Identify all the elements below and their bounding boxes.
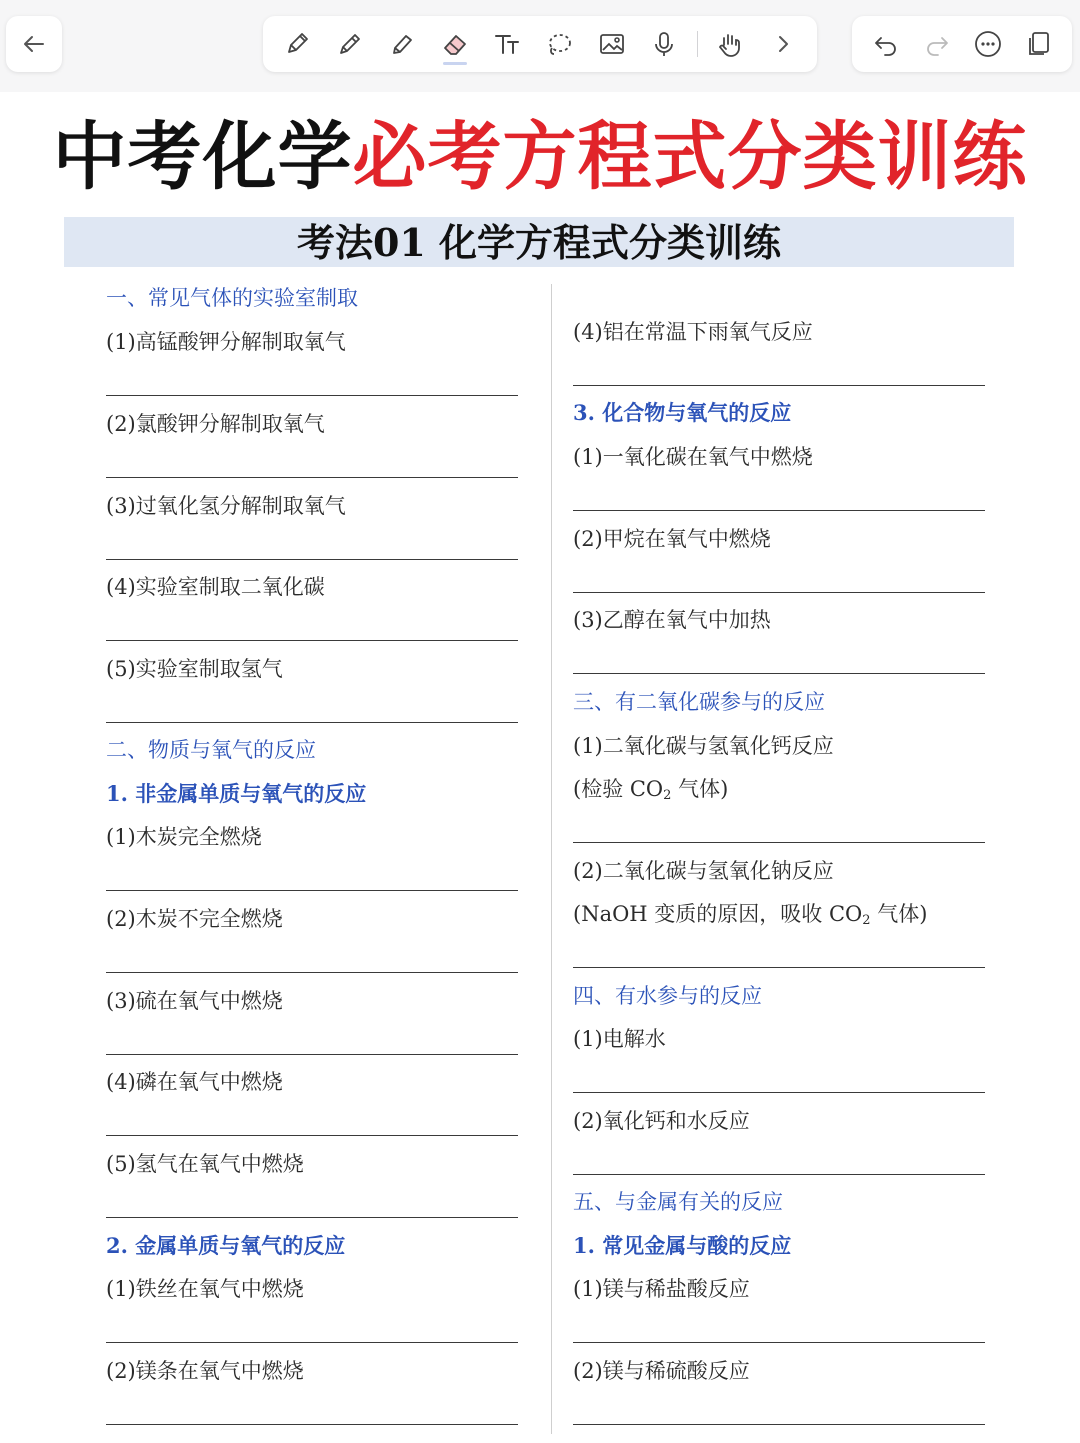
subsection-heading: 1. 非金属单质与氧气的反应 (106, 781, 367, 806)
answer-line[interactable] (573, 592, 985, 593)
section-heading: 一、常见气体的实验室制取 (106, 286, 358, 310)
exercise-prompt: (1)铁丝在氧气中燃烧 (106, 1277, 304, 1301)
eraser-tool-button[interactable] (435, 24, 475, 64)
image-icon (597, 29, 627, 59)
answer-line[interactable] (573, 1092, 985, 1093)
pen-tool-button[interactable] (277, 24, 317, 64)
chevron-right-icon (768, 29, 798, 59)
answer-line[interactable] (573, 1342, 985, 1343)
exercise-prompt: (1)电解水 (573, 1027, 666, 1051)
text-icon (492, 29, 522, 59)
exercise-prompt: (1)二氧化碳与氢氧化钙反应 (573, 734, 834, 758)
answer-line[interactable] (106, 722, 518, 723)
answer-line[interactable] (573, 1424, 985, 1425)
text-tool-button[interactable] (487, 24, 527, 64)
exercise-note (573, 900, 927, 928)
exercise-prompt: (3)硫在氧气中燃烧 (106, 989, 283, 1013)
section-heading: 三、有二氧化碳参与的反应 (573, 690, 825, 714)
column-divider (551, 284, 552, 1434)
eraser-icon (440, 29, 470, 59)
exercise-prompt: (4)实验室制取二氧化碳 (106, 575, 325, 599)
subsection-heading: 3. 化合物与氧气的反应 (573, 400, 792, 425)
subsection-heading: 1. 常见金属与酸的反应 (573, 1233, 792, 1258)
exercise-note (573, 775, 728, 803)
exercise-prompt: (2)氧化钙和水反应 (573, 1109, 750, 1133)
answer-line[interactable] (573, 510, 985, 511)
tool-palette (263, 16, 817, 72)
title-red-part: 必考方程式分类训练 (352, 114, 1028, 200)
title-black-part: 中考化学 (52, 114, 353, 200)
subscript: 2 (862, 913, 871, 928)
section-heading: 四、有水参与的反应 (573, 984, 762, 1008)
exercise-prompt: (2)镁与稀硫酸反应 (573, 1359, 750, 1383)
answer-line[interactable] (106, 1424, 518, 1425)
hand-tool-button[interactable] (710, 24, 750, 64)
more-options-button[interactable] (968, 24, 1008, 64)
more-icon (973, 29, 1003, 59)
answer-line[interactable] (106, 1217, 518, 1218)
lasso-icon (544, 29, 574, 59)
answer-line[interactable] (106, 1135, 518, 1136)
app-toolbar (0, 0, 1080, 92)
answer-line[interactable] (106, 395, 518, 396)
lasso-tool-button[interactable] (539, 24, 579, 64)
image-tool-button[interactable] (592, 24, 632, 64)
note-text: 气体) (870, 902, 928, 926)
exercise-prompt: (2)氯酸钾分解制取氧气 (106, 412, 325, 436)
answer-line[interactable] (106, 972, 518, 973)
pencil-icon (335, 29, 365, 59)
arrow-left-icon (14, 24, 54, 64)
answer-line[interactable] (573, 842, 985, 843)
note-text: 气体) (671, 777, 729, 801)
answer-line[interactable] (573, 1174, 985, 1175)
toolbar-separator (697, 31, 698, 57)
more-tools-button[interactable] (763, 24, 803, 64)
exercise-prompt: (3)乙醇在氧气中加热 (573, 608, 771, 632)
answer-line[interactable] (573, 385, 985, 386)
answer-line[interactable] (106, 559, 518, 560)
exercise-prompt: (2)木炭不完全燃烧 (106, 907, 283, 931)
answer-line[interactable] (573, 967, 985, 968)
answer-line[interactable] (106, 1054, 518, 1055)
undo-button[interactable] (866, 24, 906, 64)
subsection-heading: 2. 金属单质与氧气的反应 (106, 1233, 346, 1258)
redo-icon (922, 29, 952, 59)
exercise-prompt: (4)磷在氧气中燃烧 (106, 1070, 283, 1094)
pen-icon (282, 29, 312, 59)
subtitle-band: 考法01 化学方程式分类训练 (64, 217, 1014, 267)
pages-button[interactable] (1019, 24, 1059, 64)
microphone-tool-button[interactable] (644, 24, 684, 64)
answer-line[interactable] (106, 1342, 518, 1343)
exercise-prompt: (2)甲烷在氧气中燃烧 (573, 527, 771, 551)
hand-icon (715, 29, 745, 59)
pencil-tool-button[interactable] (330, 24, 370, 64)
undo-icon (871, 29, 901, 59)
redo-button[interactable] (917, 24, 957, 64)
exercise-prompt: (2)镁条在氧气中燃烧 (106, 1359, 304, 1383)
section-heading: 五、与金属有关的反应 (573, 1190, 783, 1214)
subscript: 2 (663, 788, 672, 803)
exercise-prompt: (1)高锰酸钾分解制取氧气 (106, 330, 346, 354)
exercise-prompt: (1)一氧化碳在氧气中燃烧 (573, 445, 813, 469)
answer-line[interactable] (106, 890, 518, 891)
exercise-prompt: (4)铝在常温下雨氧气反应 (573, 320, 813, 344)
answer-line[interactable] (573, 673, 985, 674)
answer-line[interactable] (106, 477, 518, 478)
note-text: (NaOH 变质的原因，吸收 CO (573, 902, 863, 926)
note-text: (检验 CO (573, 777, 664, 801)
exercise-prompt: (2)二氧化碳与氢氧化钠反应 (573, 859, 834, 883)
back-button[interactable] (6, 16, 62, 72)
highlighter-icon (387, 29, 417, 59)
pages-icon (1024, 29, 1054, 59)
microphone-icon (649, 29, 679, 59)
action-palette (852, 16, 1072, 72)
exercise-prompt: (1)镁与稀盐酸反应 (573, 1277, 750, 1301)
section-heading: 二、物质与氧气的反应 (106, 738, 316, 762)
exercise-prompt: (5)氢气在氧气中燃烧 (106, 1152, 304, 1176)
exercise-prompt: (5)实验室制取氢气 (106, 657, 283, 681)
highlighter-tool-button[interactable] (382, 24, 422, 64)
exercise-prompt: (1)木炭完全燃烧 (106, 825, 262, 849)
document-title (0, 112, 1080, 202)
exercise-prompt: (3)过氧化氢分解制取氧气 (106, 494, 346, 518)
answer-line[interactable] (106, 640, 518, 641)
